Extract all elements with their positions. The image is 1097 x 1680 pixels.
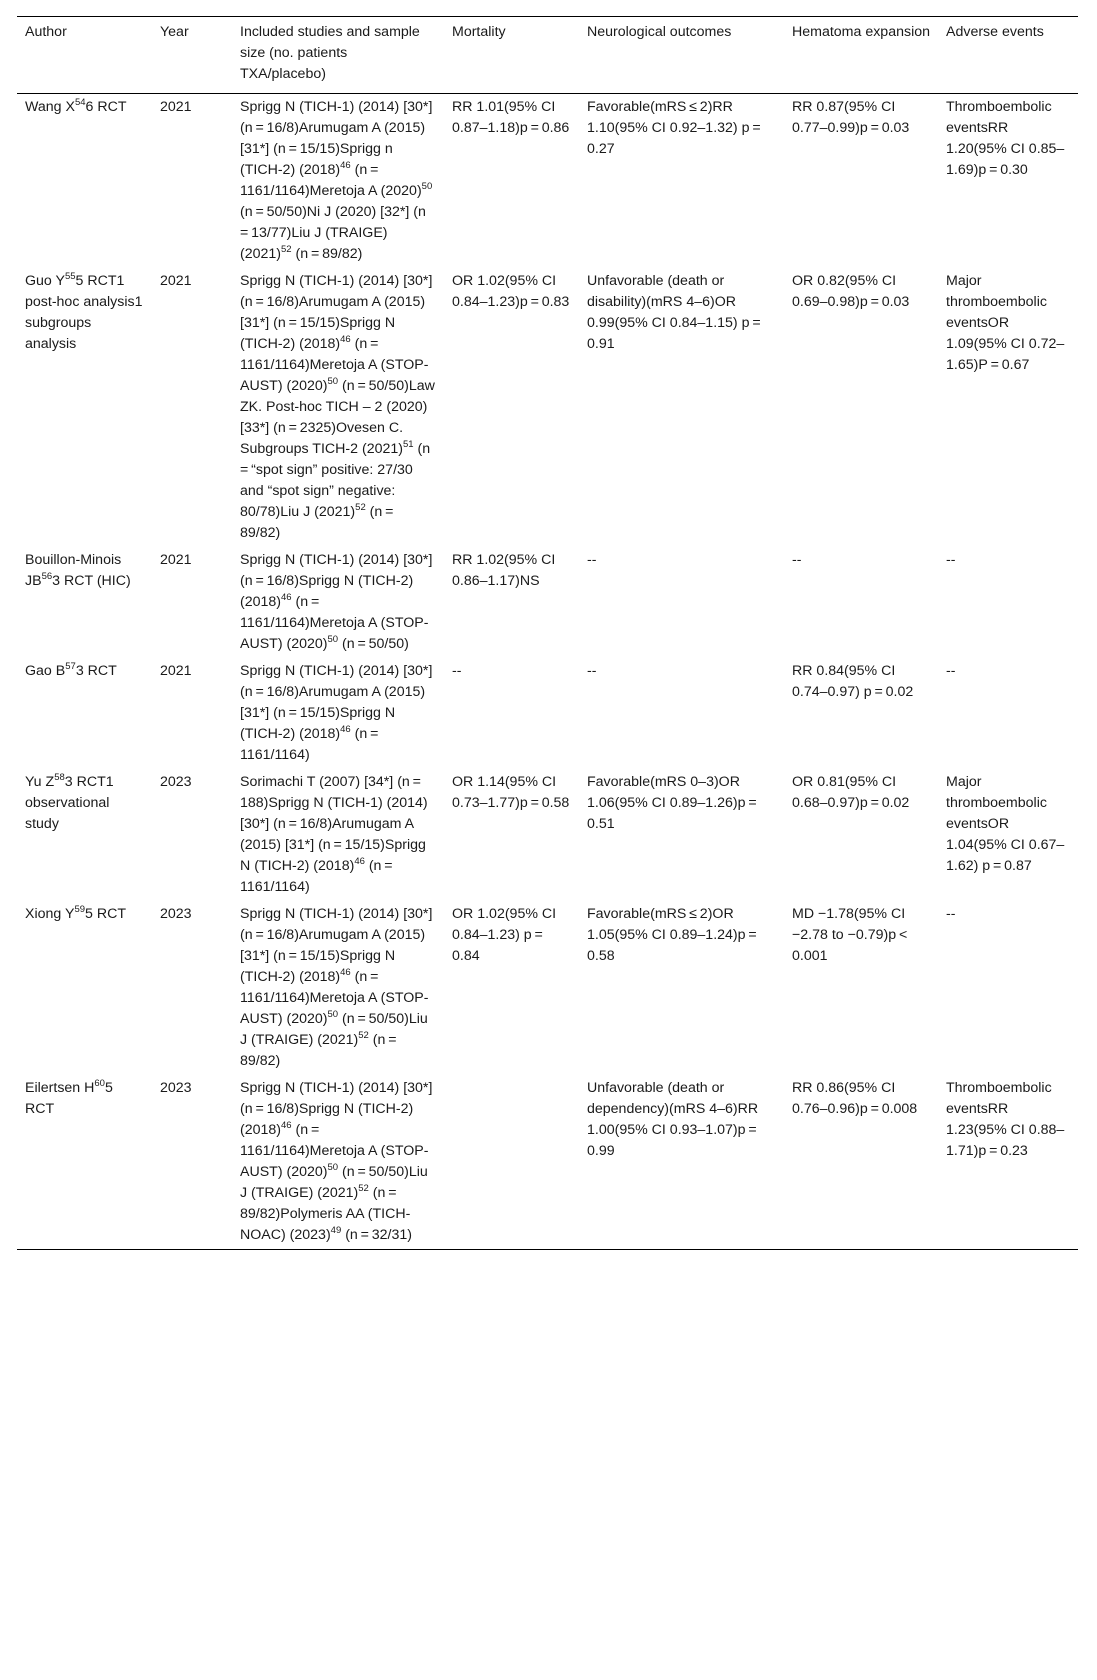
cell-text: (n = 1161/1164): [240, 858, 396, 895]
cell-text: 3 RCT1 observational study: [25, 774, 114, 832]
table-header: [17, 17, 1078, 94]
cell-text: Sprigg N (TICH-1) (2014) [30*] (n = 16/8)Arumugam A (2015) [31*] (n = 15/15)Sprigg N (TICH-2) (2018): [240, 663, 433, 742]
reference-superscript: 50: [421, 181, 433, 192]
reference-superscript: 52: [358, 1030, 369, 1041]
cell-text: (n = 1161/1164)Meretoja A (STOP-AUST) (2020): [240, 336, 429, 394]
cell-adverse-events: --: [946, 663, 956, 679]
table-row: [17, 769, 1078, 901]
cell-text: Guo Y: [25, 273, 65, 289]
table-row: [17, 1075, 1078, 1250]
cell-text: (n = 50/50)Law ZK. Post-hoc TICH – 2 (2020) [33*] (n = 2325)Ovesen C. Subgroups TICH-2 (2021): [240, 378, 435, 457]
header-mortality: Mortality: [452, 24, 506, 40]
table-body: [17, 94, 1078, 1250]
header-adverse-events: Adverse events: [946, 24, 1044, 40]
reference-superscript: 46: [354, 856, 365, 867]
cell-text: 5 RCT1 post-hoc analysis1 subgroups analysis: [25, 273, 143, 352]
cell-text: (n = 1161/1164): [240, 726, 382, 763]
cell-mortality: OR 1.02(95% CI 0.84–1.23)p = 0.83: [452, 273, 570, 310]
cell-text: (n = 89/82)Polymeris AA (TICH-NOAC) (2023): [240, 1185, 411, 1243]
cell-author: [17, 658, 152, 769]
cell-author: [17, 94, 152, 269]
cell-adverse-events: Thromboembolic eventsRR 1.20(95% CI 0.85–1.69)p = 0.30: [946, 99, 1065, 178]
reference-superscript: 46: [281, 1120, 292, 1131]
reference-superscript: 59: [74, 904, 86, 915]
cell-year: 2021: [160, 552, 192, 568]
cell-included-studies: [232, 268, 444, 547]
cell-year: 2023: [160, 906, 192, 922]
reference-superscript: 46: [340, 160, 351, 171]
reference-superscript: 50: [327, 634, 339, 645]
table-row: [17, 94, 1078, 269]
cell-adverse-events: Major thromboembolic eventsOR 1.04(95% CI 0.67–1.62) p = 0.87: [946, 774, 1065, 874]
reference-superscript: 46: [340, 967, 351, 978]
cell-year: 2021: [160, 99, 192, 115]
cell-text: (n = 50/50)Liu J (TRAIGE) (2021): [240, 1164, 428, 1201]
reference-superscript: 54: [74, 97, 86, 108]
cell-hematoma-expansion: RR 0.87(95% CI 0.77–0.99)p = 0.03: [792, 99, 910, 136]
cell-neurological-outcomes: Unfavorable (death or dependency)(mRS 4–6)RR 1.00(95% CI 0.93–1.07)p = 0.99: [587, 1080, 760, 1159]
cell-text: 5 RCT: [85, 906, 127, 922]
header-row: [17, 17, 1078, 94]
reference-superscript: 50: [327, 376, 339, 387]
reference-superscript: 50: [327, 1162, 339, 1173]
cell-text: Sprigg N (TICH-1) (2014) [30*] (n = 16/8)Sprigg N (TICH-2) (2018): [240, 1080, 433, 1138]
cell-mortality: --: [452, 663, 462, 679]
cell-hematoma-expansion: OR 0.82(95% CI 0.69–0.98)p = 0.03: [792, 273, 910, 310]
cell-text: 3 RCT (HIC): [52, 573, 131, 589]
reference-superscript: 52: [355, 502, 366, 513]
cell-text: 3 RCT: [75, 663, 117, 679]
cell-year: 2021: [160, 663, 192, 679]
header-year: Year: [160, 24, 189, 40]
cell-text: Sprigg N (TICH-1) (2014) [30*] (n = 16/8)Arumugam A (2015) [31*] (n = 15/15)Sprigg N (TICH-2) (2018): [240, 273, 433, 352]
table-row: [17, 268, 1078, 547]
cell-hematoma-expansion: MD −1.78(95% CI −2.78 to −0.79)p < 0.001: [792, 906, 911, 964]
cell-text: (n = 1161/1164)Meretoja A (STOP-AUST) (2020): [240, 594, 429, 652]
reference-superscript: 60: [94, 1078, 105, 1089]
cell-text: Sprigg N (TICH-1) (2014) [30*] (n = 16/8)Arumugam A (2015) [31*] (n = 15/15)Sprigg N (TICH-2) (2018): [240, 906, 433, 985]
table-row: [17, 547, 1078, 658]
cell-text: (n = 32/31): [341, 1227, 413, 1243]
cell-neurological-outcomes: --: [587, 552, 597, 568]
cell-text: Eilertsen H: [25, 1080, 95, 1096]
header-included-studies: Included studies and sample size (no. patients TXA/placebo): [240, 24, 420, 82]
reference-superscript: 49: [330, 1225, 342, 1236]
cell-text: Wang X: [25, 99, 75, 115]
cell-adverse-events: --: [946, 552, 956, 568]
cell-included-studies: [232, 769, 444, 901]
cell-text: Sorimachi T (2007) [34*] (n = 188)Sprigg N (TICH-1) (2014) [30*] (n = 16/8)Arumugam A (2015) [31*] (n = 15/15)Sprigg N (TICH-2) (2018): [240, 774, 428, 874]
reference-superscript: 56: [41, 571, 53, 582]
cell-neurological-outcomes: Favorable(mRS 0–3)OR 1.06(95% CI 0.89–1.26)p = 0.51: [587, 774, 760, 832]
header-hematoma-expansion: Hematoma expansion: [792, 24, 931, 40]
cell-text: (n = 1161/1164)Meretoja A (2020): [240, 162, 422, 199]
reference-superscript: 52: [358, 1183, 369, 1194]
cell-year: 2023: [160, 1080, 192, 1096]
cell-author: [17, 1075, 152, 1250]
reference-superscript: 50: [327, 1009, 339, 1020]
cell-neurological-outcomes: Unfavorable (death or disability)(mRS 4–6)OR 0.99(95% CI 0.84–1.15) p = 0.91: [587, 273, 764, 352]
cell-adverse-events: Major thromboembolic eventsOR 1.09(95% CI 0.72–1.65)P = 0.67: [946, 273, 1065, 373]
reference-superscript: 55: [64, 271, 76, 282]
cell-text: (n = 89/82): [240, 1032, 400, 1069]
cell-text: (n = “spot sign” positive: 27/30 and “spot sign” negative: 80/78)Liu J (2021): [240, 441, 433, 520]
cell-author: [17, 901, 152, 1075]
reference-superscript: 51: [402, 439, 414, 450]
cell-text: Yu Z: [25, 774, 55, 790]
cell-included-studies: [232, 658, 444, 769]
meta-analyses-table: [17, 16, 1078, 1250]
header-author: Author: [25, 24, 67, 40]
cell-mortality: [444, 1075, 579, 1250]
cell-author: [17, 268, 152, 547]
header-neurological-outcomes: Neurological outcomes: [587, 24, 732, 40]
cell-included-studies: [232, 94, 444, 269]
cell-text: 5 RCT: [25, 1080, 113, 1117]
cell-text: Gao B: [25, 663, 66, 679]
cell-text: Sprigg N (TICH-1) (2014) [30*] (n = 16/8)Sprigg N (TICH-2) (2018): [240, 552, 433, 610]
cell-hematoma-expansion: OR 0.81(95% CI 0.68–0.97)p = 0.02: [792, 774, 910, 811]
reference-superscript: 58: [54, 772, 65, 783]
cell-adverse-events: Thromboembolic eventsRR 1.23(95% CI 0.88–1.71)p = 0.23: [946, 1080, 1065, 1159]
cell-text: (n = 50/50)Liu J (TRAIGE) (2021): [240, 1011, 428, 1048]
cell-text: (n = 1161/1164)Meretoja A (STOP-AUST) (2020): [240, 1122, 429, 1180]
cell-mortality: OR 1.14(95% CI 0.73–1.77)p = 0.58: [452, 774, 570, 811]
cell-hematoma-expansion: RR 0.84(95% CI 0.74–0.97) p = 0.02: [792, 663, 914, 700]
cell-text: Sprigg N (TICH-1) (2014) [30*] (n = 16/8)Arumugam A (2015) [31*] (n = 15/15)Sprigg n (TICH-2) (2018): [240, 99, 433, 178]
reference-superscript: 46: [281, 592, 292, 603]
cell-neurological-outcomes: --: [587, 663, 597, 679]
cell-author: [17, 547, 152, 658]
reference-superscript: 46: [340, 334, 351, 345]
cell-hematoma-expansion: RR 0.86(95% CI 0.76–0.96)p = 0.008: [792, 1080, 918, 1117]
table-row: [17, 901, 1078, 1075]
cell-included-studies: [232, 547, 444, 658]
cell-year: 2023: [160, 774, 192, 790]
cell-text: (n = 89/82): [291, 246, 363, 262]
cell-text: Bouillon-Minois JB: [25, 552, 122, 589]
cell-text: (n = 50/50)Ni J (2020) [32*] (n = 13/77)Liu J (TRAIGE) (2021): [240, 204, 429, 262]
cell-text: (n = 1161/1164)Meretoja A (STOP-AUST) (2020): [240, 969, 429, 1027]
cell-mortality: RR 1.02(95% CI 0.86–1.17)NS: [452, 552, 556, 589]
cell-included-studies: [232, 901, 444, 1075]
cell-neurological-outcomes: Favorable(mRS ≤ 2)OR 1.05(95% CI 0.89–1.24)p = 0.58: [587, 906, 760, 964]
reference-superscript: 52: [281, 244, 292, 255]
cell-text: 6 RCT: [85, 99, 127, 115]
table-row: [17, 658, 1078, 769]
cell-mortality: OR 1.02(95% CI 0.84–1.23) p = 0.84: [452, 906, 557, 964]
cell-year: 2021: [160, 273, 192, 289]
cell-neurological-outcomes: Favorable(mRS ≤ 2)RR 1.10(95% CI 0.92–1.32) p = 0.27: [587, 99, 764, 157]
cell-text: Xiong Y: [25, 906, 75, 922]
cell-author: [17, 769, 152, 901]
reference-superscript: 57: [65, 661, 76, 672]
cell-text: (n = 89/82): [240, 504, 397, 541]
cell-hematoma-expansion: --: [792, 552, 802, 568]
cell-adverse-events: --: [946, 906, 956, 922]
cell-text: (n = 50/50): [338, 636, 409, 652]
reference-superscript: 46: [340, 724, 351, 735]
cell-included-studies: [232, 1075, 444, 1250]
cell-mortality: RR 1.01(95% CI 0.87–1.18)p = 0.86: [452, 99, 570, 136]
